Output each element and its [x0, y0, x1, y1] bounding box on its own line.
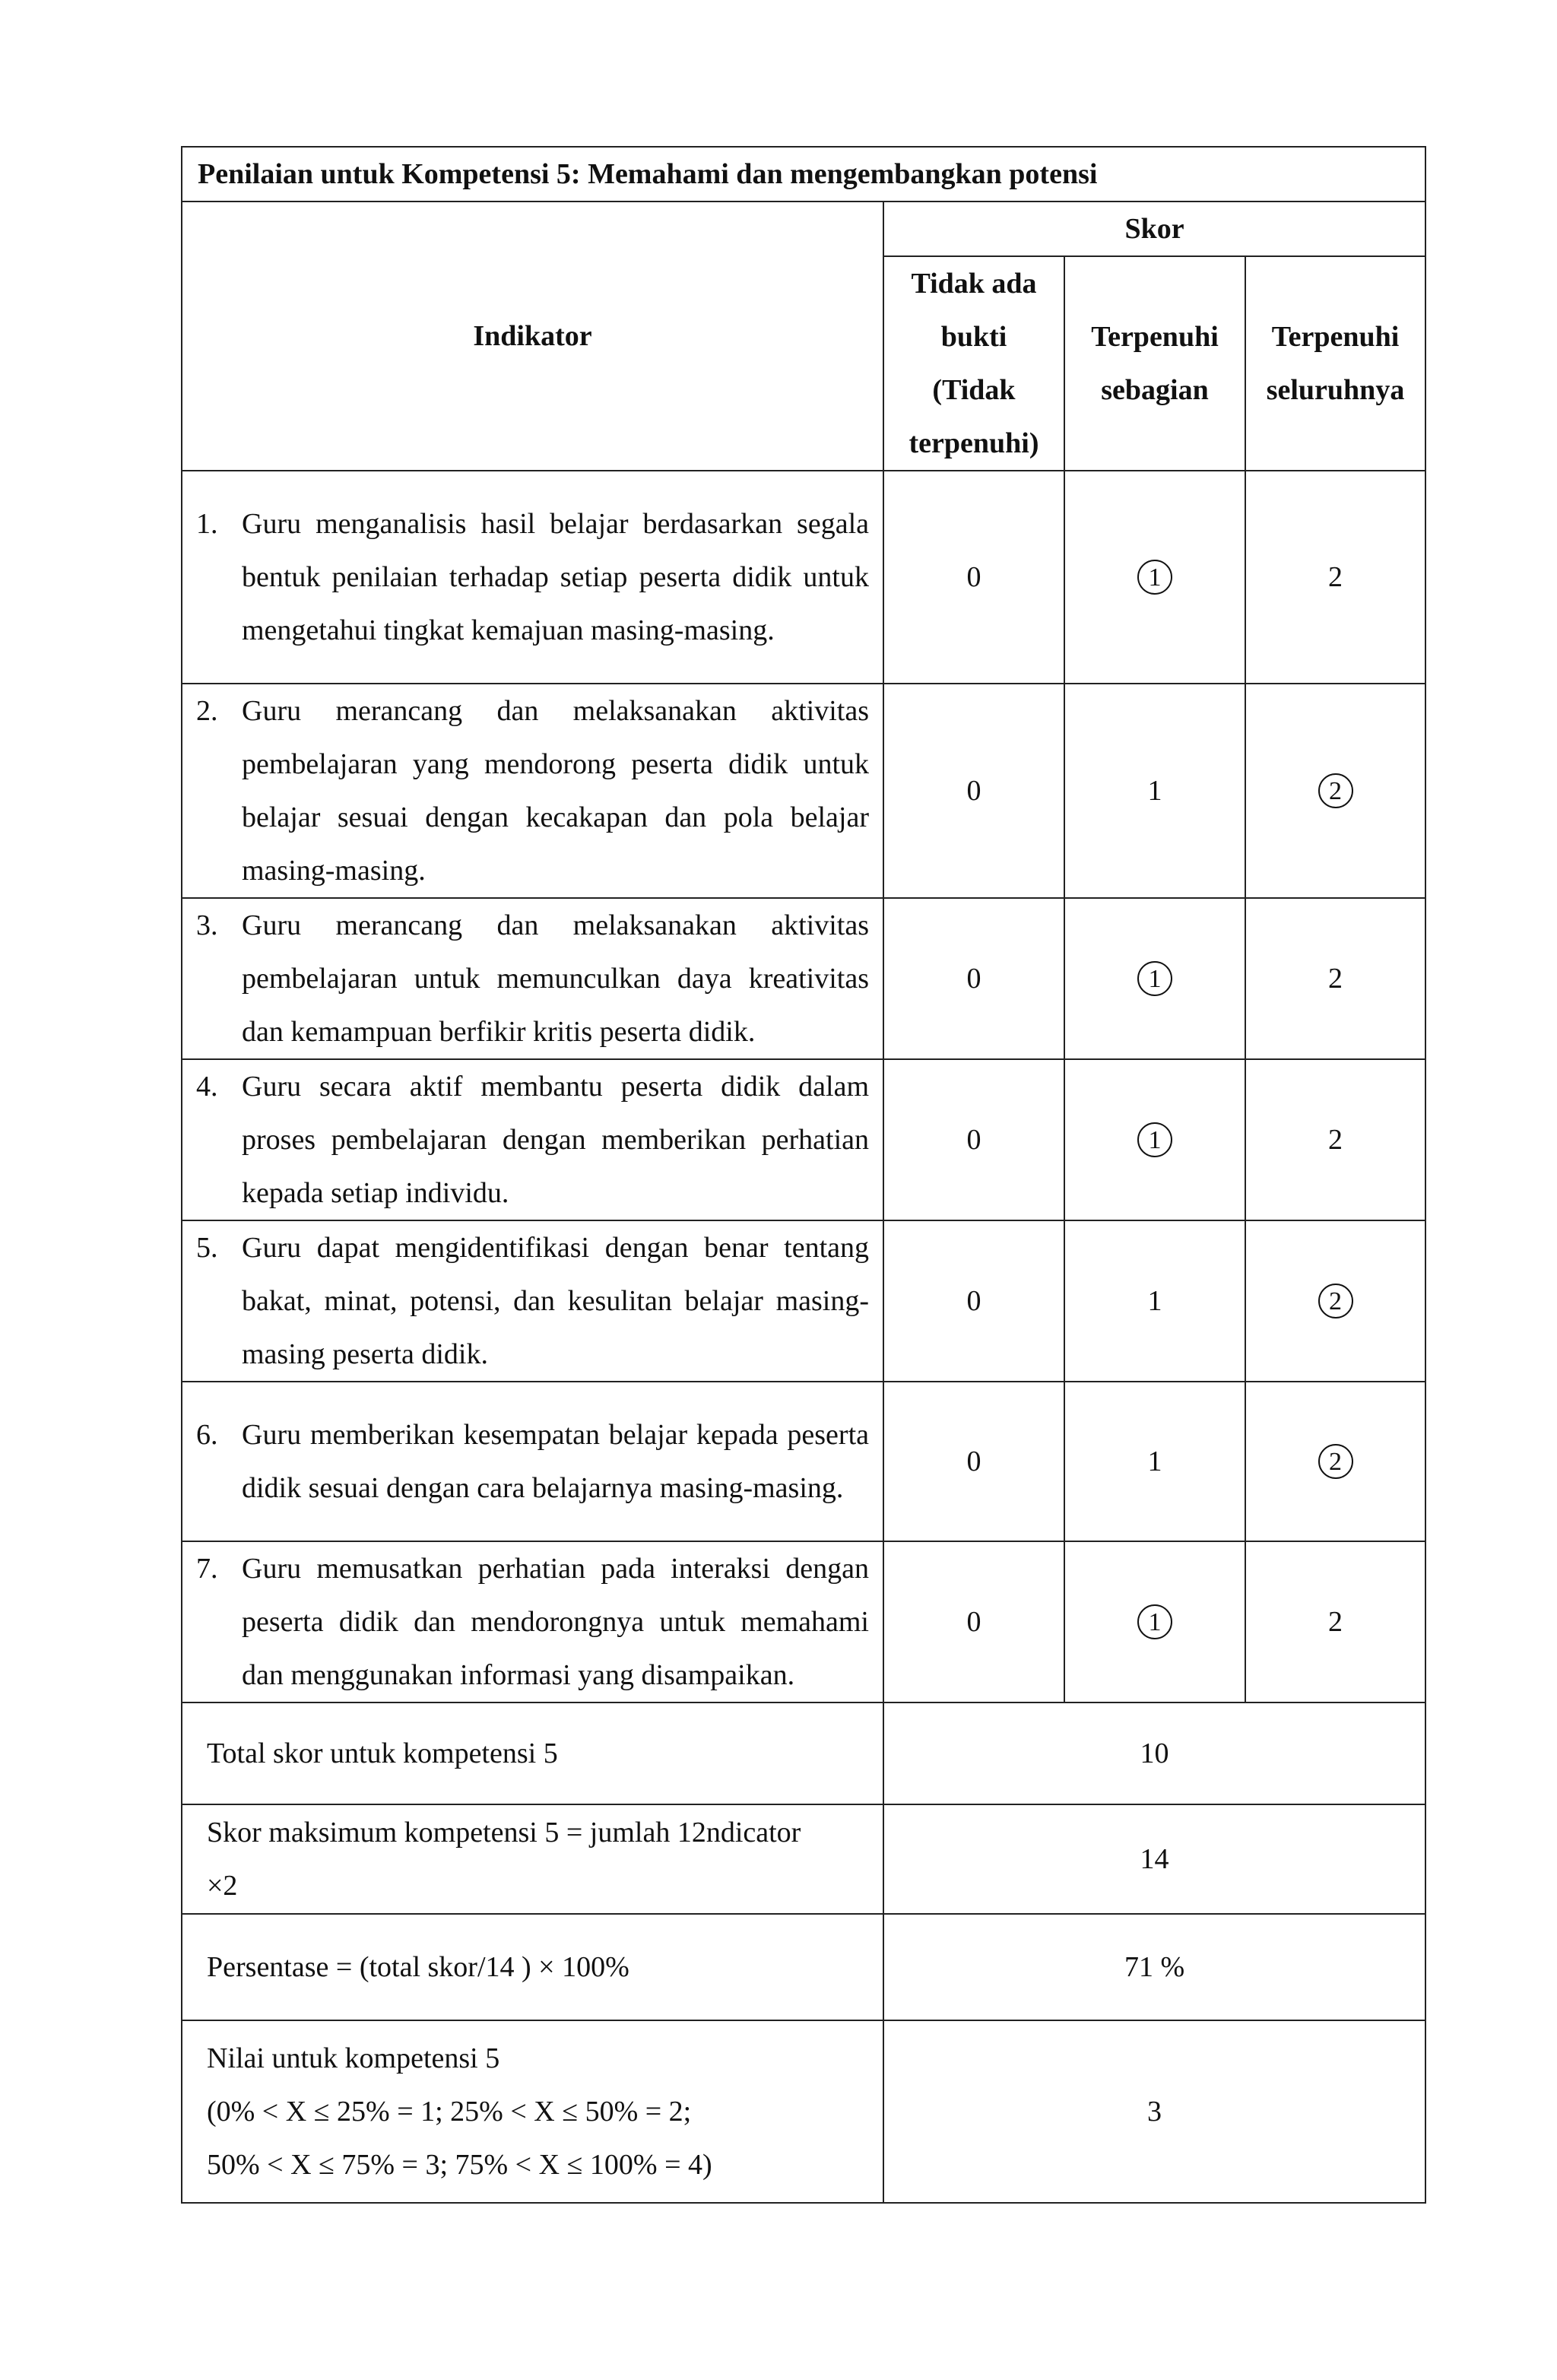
score-value-circled: 1: [1137, 1604, 1172, 1639]
header-line: bukti: [940, 321, 1007, 353]
header-line: (Tidak: [932, 374, 1016, 406]
score-value: 1: [1147, 1445, 1162, 1477]
indicator-number: 5.: [196, 1232, 218, 1264]
total-score-label: Total skor untuk kompetensi 5: [182, 1702, 883, 1804]
indicator-text: Guru memberikan kesempatan belajar kepada peserta didik sesuai dengan cara belajarnya masing-masing.: [242, 1419, 869, 1504]
score-1: [1064, 684, 1245, 898]
max-score-label-line: ×2: [207, 1870, 238, 1902]
summary-row-percent: [182, 1914, 1425, 2020]
score-0: [883, 471, 1064, 684]
score-2: [1245, 1220, 1425, 1382]
score-2: [1245, 1541, 1425, 1702]
skor-header: Skor: [883, 202, 1425, 256]
score-value-circled: 2: [1318, 1444, 1353, 1479]
nilai-value: 3: [883, 2020, 1425, 2203]
indicator-row: [182, 898, 1425, 1059]
indicator-text: Guru dapat mengidentifikasi dengan benar tentang bakat, minat, potensi, dan kesulitan belajar masing-masing peserta didik.: [242, 1232, 869, 1370]
indicator-cell: [182, 471, 883, 684]
score-value: 1: [1147, 775, 1162, 807]
score-value: 0: [966, 1124, 981, 1156]
indicator-number: 6.: [196, 1419, 218, 1451]
score-2: [1245, 684, 1425, 898]
percentage-label: Persentase = (total skor/14 ) × 100%: [182, 1914, 883, 2020]
indicator-text: Guru secara aktif membantu peserta didik dalam proses pembelajaran dengan memberikan perhatian kepada setiap individu.: [242, 1071, 869, 1209]
score-1: [1064, 1220, 1245, 1382]
score-value: 2: [1328, 1124, 1343, 1156]
indicator-cell: [182, 1541, 883, 1702]
score-value: 0: [966, 963, 981, 995]
indicator-text: Guru memusatkan perhatian pada interaksi dengan peserta didik dan mendorongnya untuk memahami dan menggunakan informasi yang disampaikan.: [242, 1553, 869, 1691]
indicator-row: [182, 1059, 1425, 1220]
indicator-text: Guru merancang dan melaksanakan aktivitas pembelajaran yang mendorong peserta didik untuk belajar sesuai dengan kecakapan dan pola belajar masing-masing.: [242, 695, 869, 887]
indicator-row: [182, 1541, 1425, 1702]
score-0: [883, 1382, 1064, 1541]
score-2: [1245, 1059, 1425, 1220]
indicator-cell: [182, 898, 883, 1059]
score-0: [883, 898, 1064, 1059]
header-line: Terpenuhi: [1091, 321, 1219, 353]
max-score-label: [182, 1804, 883, 1914]
score-1: [1064, 1541, 1245, 1702]
score-value-circled: 1: [1137, 560, 1172, 595]
indicator-number: 7.: [196, 1553, 218, 1585]
score-0: [883, 1059, 1064, 1220]
score-value-circled: 2: [1318, 773, 1353, 808]
score-1: [1064, 1059, 1245, 1220]
header-line: Tidak ada: [911, 268, 1037, 300]
header-terpenuhi-seluruhnya: [1245, 256, 1425, 471]
header-row-skor: [182, 202, 1425, 256]
percentage-value: 71 %: [883, 1914, 1425, 2020]
score-value: 0: [966, 561, 981, 593]
header-line: sebagian: [1101, 374, 1209, 406]
header-line: terpenuhi): [909, 427, 1039, 459]
indicator-row: [182, 1220, 1425, 1382]
score-value-circled: 1: [1137, 961, 1172, 996]
indicator-cell: [182, 1220, 883, 1382]
indicator-number: 1.: [196, 508, 218, 540]
indicator-number: 3.: [196, 909, 218, 941]
score-value: 2: [1328, 963, 1343, 995]
score-1: [1064, 1382, 1245, 1541]
indicator-number: 2.: [196, 695, 218, 727]
nilai-label-line: (0% < X ≤ 25% = 1; 25% < X ≤ 50% = 2;: [207, 2096, 692, 2128]
score-1: [1064, 898, 1245, 1059]
indicator-cell: [182, 1382, 883, 1541]
table-title: Penilaian untuk Kompetensi 5: Memahami dan mengembangkan potensi: [182, 147, 1425, 202]
score-2: [1245, 1382, 1425, 1541]
header-line: seluruhnya: [1266, 374, 1405, 406]
header-line: Terpenuhi: [1271, 321, 1400, 353]
summary-row-max: [182, 1804, 1425, 1914]
competency-assessment-table: [181, 146, 1426, 2204]
score-value: 2: [1328, 561, 1343, 593]
indicator-row: [182, 471, 1425, 684]
max-score-value: 14: [883, 1804, 1425, 1914]
indicator-text: Guru menganalisis hasil belajar berdasarkan segala bentuk penilaian terhadap setiap peserta didik untuk mengetahui tingkat kemajuan masing-masing.: [242, 508, 869, 646]
score-1: [1064, 471, 1245, 684]
score-value: 0: [966, 1285, 981, 1317]
header-tidak-terpenuhi: [883, 256, 1064, 471]
score-0: [883, 684, 1064, 898]
indicator-cell: [182, 1059, 883, 1220]
max-score-label-line: Skor maksimum kompetensi 5 = jumlah 12ndicator: [207, 1817, 801, 1848]
score-value: 1: [1147, 1285, 1162, 1317]
indicator-cell: [182, 684, 883, 898]
header-terpenuhi-sebagian: [1064, 256, 1245, 471]
score-value-circled: 1: [1137, 1122, 1172, 1157]
summary-row-nilai: [182, 2020, 1425, 2203]
summary-row-total: [182, 1702, 1425, 1804]
title-row: [182, 147, 1425, 202]
nilai-label: [182, 2020, 883, 2203]
score-value-circled: 2: [1318, 1284, 1353, 1319]
indicator-row: [182, 684, 1425, 898]
total-score-value: 10: [883, 1702, 1425, 1804]
score-2: [1245, 898, 1425, 1059]
nilai-label-line: Nilai untuk kompetensi 5: [207, 2042, 500, 2074]
indicator-number: 4.: [196, 1071, 218, 1103]
score-2: [1245, 471, 1425, 684]
score-value: 0: [966, 775, 981, 807]
nilai-label-line: 50% < X ≤ 75% = 3; 75% < X ≤ 100% = 4): [207, 2149, 712, 2181]
score-value: 0: [966, 1445, 981, 1477]
score-value: 2: [1328, 1606, 1343, 1638]
indicator-row: [182, 1382, 1425, 1541]
indikator-header: Indikator: [182, 202, 883, 471]
score-value: 0: [966, 1606, 981, 1638]
score-0: [883, 1220, 1064, 1382]
indicator-text: Guru merancang dan melaksanakan aktivitas pembelajaran untuk memunculkan daya kreativitas dan kemampuan berfikir kritis peserta didik.: [242, 909, 869, 1048]
score-0: [883, 1541, 1064, 1702]
